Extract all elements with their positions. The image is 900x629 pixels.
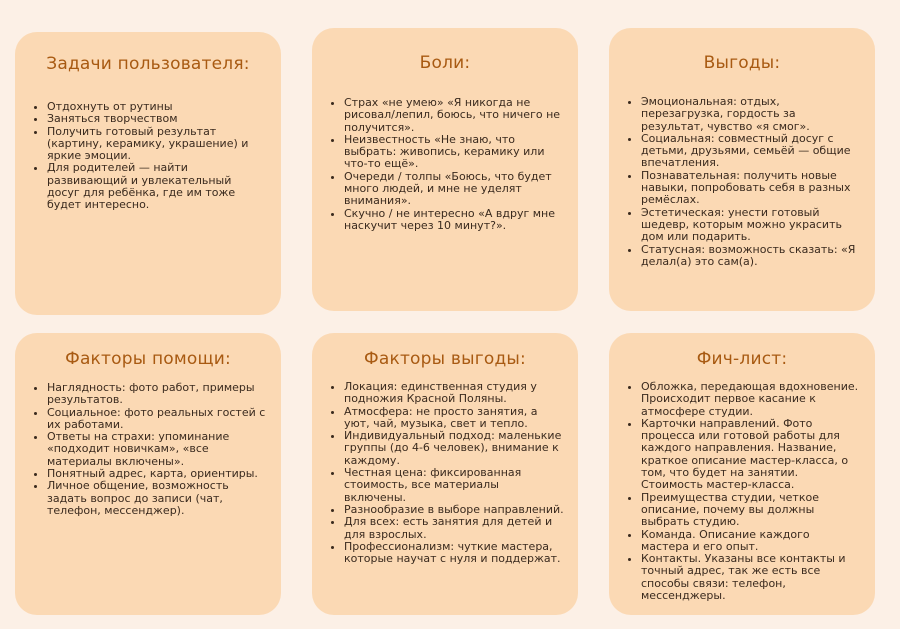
list-item: • Индивидуальный подход: маленькие группы (до 4-6 человек), внимание к каждому. bbox=[344, 430, 564, 467]
list-item: • Контакты. Указаны все контакты и точный адрес, так же есть все способы связи: телефон, мессенджеры. bbox=[641, 553, 861, 602]
list-item: • Наглядность: фото работ, примеры результатов. bbox=[47, 382, 267, 407]
list-item: • Страх «не умею» «Я никогда не рисовал/лепил, боюсь, что ничего не получится». bbox=[344, 97, 564, 134]
card-pains bbox=[312, 28, 578, 311]
card-title: Факторы помощи: bbox=[65, 349, 231, 369]
card-title: Задачи пользователя: bbox=[46, 54, 250, 74]
list-item: • Статусная: возможность сказать: «Я делал(а) это сам(а). bbox=[641, 244, 861, 269]
list-item: • Карточки направлений. Фото процесса или готовой работы для каждого направления. Название, краткое описание мастер-класса, о том, что будет на занятии. Стоимость мастер-класса. bbox=[641, 418, 861, 492]
list-item: • Локация: единственная студия у подножия Красной Поляны. bbox=[344, 381, 564, 406]
list-item: • Неизвестность «Не знаю, что выбрать: живопись, керамику или что-то ещё». bbox=[344, 134, 564, 171]
list-item: • Отдохнуть от рутины bbox=[47, 101, 267, 113]
card-gains bbox=[609, 28, 875, 311]
card-title: Фич-лист: bbox=[696, 349, 788, 369]
card-title: Выгоды: bbox=[703, 53, 781, 73]
list-item: • Разнообразие в выборе направлений. bbox=[344, 504, 564, 516]
list-item: • Заняться творчеством bbox=[47, 113, 267, 125]
card-title: Факторы выгоды: bbox=[364, 349, 526, 369]
list-item: • Эмоциональная: отдых, перезагрузка, гордость за результат, чувство «я смог». bbox=[641, 96, 861, 133]
list-item: • Для всех: есть занятия для детей и для взрослых. bbox=[344, 516, 564, 541]
card-help-factors bbox=[15, 333, 281, 615]
card-list bbox=[29, 101, 267, 212]
list-item: • Социальная: совместный досуг с детьми, друзьями, семьёй — общие впечатления. bbox=[641, 133, 861, 170]
list-item: • Преимущества студии, четкое описание, почему вы должны выбрать студию. bbox=[641, 492, 861, 529]
card-list bbox=[326, 381, 564, 565]
card-list bbox=[623, 96, 861, 268]
card-feature-list bbox=[609, 333, 875, 615]
card-list bbox=[623, 381, 861, 602]
list-item: • Для родителей — найти развивающий и увлекательный досуг для ребёнка, где им тоже будет интересно. bbox=[47, 162, 267, 211]
list-item: • Очереди / толпы «Боюсь, что будет много людей, и мне не уделят внимания». bbox=[344, 171, 564, 208]
list-item: • Атмосфера: не просто занятия, а уют, чай, музыка, свет и тепло. bbox=[344, 406, 564, 431]
list-item: • Познавательная: получить новые навыки, попробовать себя в разных ремёслах. bbox=[641, 170, 861, 207]
card-gain-factors bbox=[312, 333, 578, 615]
list-item: • Команда. Описание каждого мастера и его опыт. bbox=[641, 529, 861, 554]
list-item: • Личное общение, возможность задать вопрос до записи (чат, телефон, мессенджер). bbox=[47, 480, 267, 517]
list-item: • Честная цена: фиксированная стоимость, все материалы включены. bbox=[344, 467, 564, 504]
list-item: • Получить готовый результат (картину, керамику, украшение) и яркие эмоции. bbox=[47, 126, 267, 163]
card-user-tasks bbox=[15, 32, 281, 315]
card-title: Боли: bbox=[419, 53, 471, 73]
list-item: • Понятный адрес, карта, ориентиры. bbox=[47, 468, 267, 480]
list-item: • Эстетическая: унести готовый шедевр, которым можно украсить дом или подарить. bbox=[641, 207, 861, 244]
list-item: • Профессионализм: чуткие мастера, которые научат с нуля и поддержат. bbox=[344, 541, 564, 566]
card-list bbox=[326, 97, 564, 232]
list-item: • Социальное: фото реальных гостей с их работами. bbox=[47, 407, 267, 432]
list-item: • Ответы на страхи: упоминание «подходит новичкам», «все материалы включены». bbox=[47, 431, 267, 468]
card-list bbox=[29, 382, 267, 517]
list-item: • Скучно / не интересно «А вдруг мне наскучит через 10 минут?». bbox=[344, 208, 564, 233]
list-item: • Обложка, передающая вдохновение. Происходит первое касание к атмосфере студии. bbox=[641, 381, 861, 418]
